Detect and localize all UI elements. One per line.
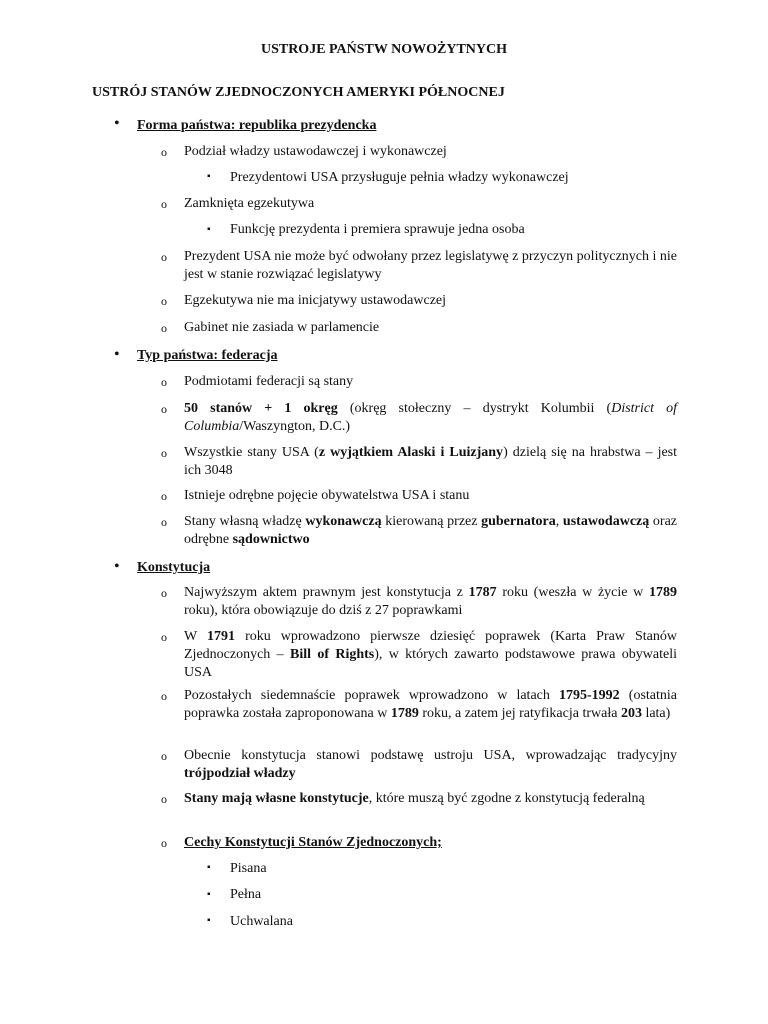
square-marker: ▪ [207,915,211,926]
text: roku wprowadzono pierwsze dziesięć poprawek (Karta Praw Stanów Zjednoczonych – [184,629,677,662]
square-marker: ▪ [207,889,211,900]
circle-marker: o [161,749,167,763]
bold-text: sądownictwo [232,532,310,547]
list-item: Istnieje odrębne pojęcie obywatelstwa USA i stanu [184,488,470,503]
bold-text: trójpodział władzy [184,766,296,781]
circle-marker: o [161,402,167,416]
list-item-heading: Cechy Konstytucji Stanów Zjednoczonych; [184,835,442,850]
list-item [184,790,677,808]
text: , które muszą być zgodne z konstytucją federalną [368,791,645,806]
text: (ostatnia poprawka została zaproponowana w [184,688,677,721]
bullet-marker: • [114,115,120,132]
list-item [184,747,677,783]
bullet-marker: • [114,558,120,575]
circle-marker: o [161,250,167,264]
circle-marker: o [161,489,167,503]
text: Pozostałych siedemnaście poprawek wprowadzono w latach [184,688,559,703]
circle-marker: o [161,630,167,644]
list-item: Pisana [230,861,267,876]
circle-marker: o [161,792,167,806]
circle-marker: o [161,375,167,389]
circle-marker: o [161,515,167,529]
text: Stany własną władzę [184,514,306,529]
square-marker: ▪ [207,171,211,182]
text: Obecnie konstytucja stanowi podstawę ustroju USA, wprowadzając tradycyjny [184,748,677,763]
circle-marker: o [161,294,167,308]
circle-marker: o [161,197,167,211]
circle-marker: o [161,446,167,460]
italic-text: District of Columbia [184,401,678,434]
heading-typ: Typ państwa: federacja [137,348,278,363]
list-item [184,687,677,723]
square-marker: ▪ [207,224,211,235]
heading-konstytucja: Konstytucja [137,560,211,575]
circle-marker: o [161,586,167,600]
text: lata) [641,706,671,721]
circle-marker: o [161,836,167,850]
text: W [184,629,208,644]
list-item: Podmiotami federacji są stany [184,374,354,389]
list-item: Prezydentowi USA przysługuje pełnia władzy wykonawczej [230,170,569,185]
list-item: Zamknięta egzekutywa [184,196,315,211]
bold-text: 1795-1992 [559,688,620,703]
bold-text: 1789 [390,706,419,721]
text: roku (weszła w życie w [496,585,650,600]
list-item: Prezydent USA nie może być odwołany przez legislatywę z przyczyn politycznych i nie jest w stanie rozwiązać legislatywy [184,249,677,282]
circle-marker: o [161,689,167,703]
bold-text: z wyjątkiem Alaski i Luizjany [318,445,504,460]
bold-text: Stany mają własne konstytucje [184,791,369,806]
bullet-marker: • [114,346,120,363]
list-item: Podział władzy ustawodawczej i wykonawczej [184,144,447,159]
bold-text: ustawodawczą [562,514,650,529]
bold-text: 203 [620,706,642,721]
list-item [184,444,677,480]
square-marker: ▪ [207,862,211,873]
list-item [184,400,677,436]
heading-forma: Forma państwa: republika prezydencka [137,118,377,133]
list-item: Funkcję prezydenta i premiera sprawuje jedna osoba [230,222,525,237]
list-item: Uchwalana [230,914,293,929]
bold-text: 1787 [468,585,497,600]
text: ), w których zawarto podstawowe prawa obywateli USA [184,647,677,680]
bold-text: 1789 [649,585,678,600]
circle-marker: o [161,321,167,335]
list-item: Pełna [230,887,262,902]
text: (okręg stołeczny – dystrykt Kolumbii ( [337,401,612,416]
text: roku), która obowiązuje do dziś z 27 poprawkami [184,603,463,618]
text: /Waszyngton, D.C.) [239,419,351,434]
bold-text: Bill of Rights [289,647,375,662]
text: kierowaną przez [381,514,482,529]
list-item [184,628,677,682]
text: oraz odrębne [184,514,677,547]
list-item [184,513,677,549]
list-item [184,584,677,620]
bold-text: 1791 [207,629,236,644]
text: Wszystkie stany USA ( [184,445,319,460]
section-title: USTRÓJ STANÓW ZJEDNOCZONYCH AMERYKI PÓŁNOCNEJ [92,85,505,100]
list-item: Gabinet nie zasiada w parlamencie [184,320,380,335]
circle-marker: o [161,145,167,159]
text: roku, a zatem jej ratyfikacja trwała [418,706,621,721]
list-item: Egzekutywa nie ma inicjatywy ustawodawczej [184,293,447,308]
text: Najwyższym aktem prawnym jest konstytucja z [184,585,469,600]
bold-text: wykonawczą [305,514,382,529]
document-title: USTROJE PAŃSTW NOWOŻYTNYCH [260,42,508,57]
text: ) dzielą się na hrabstwa – jest ich 3048 [184,445,678,478]
bold-text: gubernatora [481,514,556,529]
text: , [555,514,563,529]
bold-text: 50 stanów + 1 okręg [184,401,338,416]
